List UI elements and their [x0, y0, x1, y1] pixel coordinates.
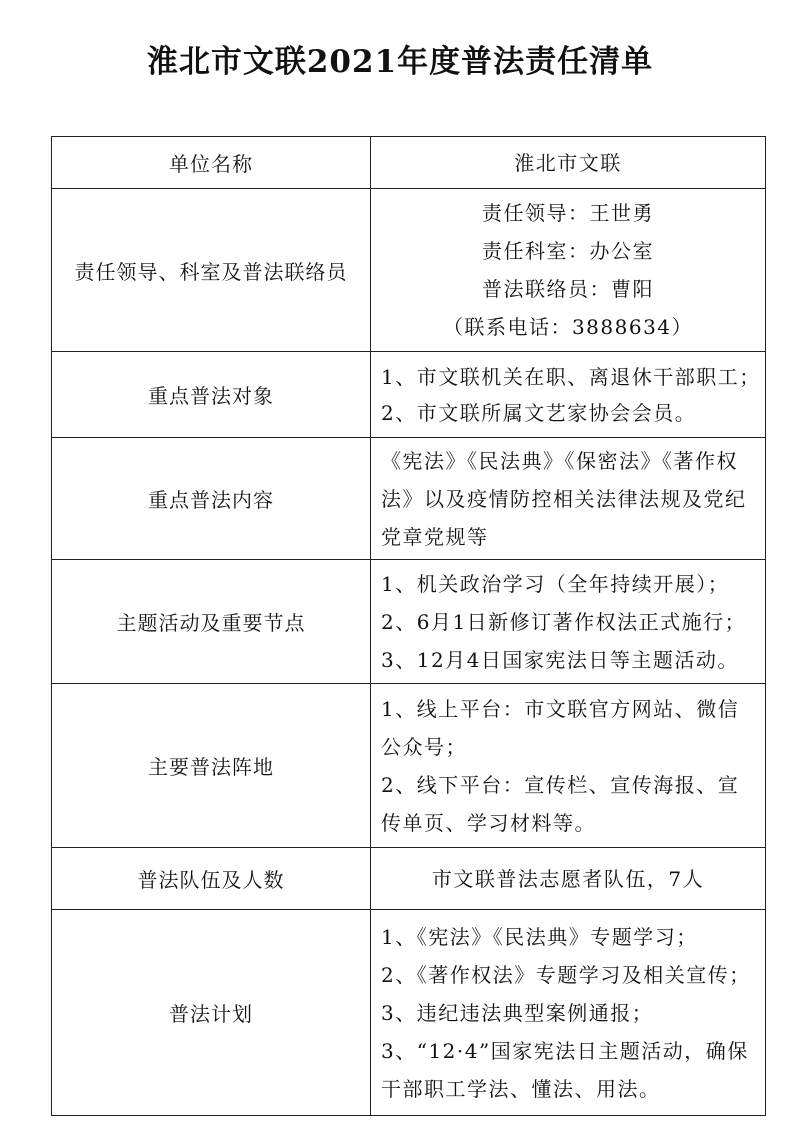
value-line: 1、市文联机关在职、离退休干部职工；: [381, 364, 761, 389]
row-value: [371, 352, 766, 438]
value-line: 2、《著作权法》专题学习及相关宣传；: [381, 962, 751, 987]
row-value: [371, 684, 766, 848]
table-row-platforms: [52, 684, 766, 848]
value-line: 1、《宪法》《民法典》专题学习；: [381, 924, 698, 949]
value-line: （联系电话：3888634）: [442, 315, 694, 339]
value-line: 1、线上平台：市文联官方网站、微信公众号；: [381, 696, 740, 759]
value-line: 淮北市文联: [514, 150, 622, 175]
row-value: [371, 848, 766, 910]
table-row-plan: [52, 910, 766, 1116]
table-row-leaders: [52, 189, 766, 352]
table-row-team: [52, 848, 766, 910]
row-value: [371, 910, 766, 1116]
value-line: 2、6月1日新修订著作权法正式施行；: [381, 609, 747, 634]
value-line: 责任科室：办公室: [482, 239, 654, 263]
table-row-unit-name: [52, 137, 766, 189]
row-label: 普法计划: [52, 910, 371, 1116]
row-value: [371, 560, 766, 684]
row-label: 主要普法阵地: [52, 684, 371, 848]
value-line: 3、12月4日国家宪法日等主题活动。: [381, 647, 739, 672]
value-line: 2、市文联所属文艺家协会会员。: [381, 400, 697, 425]
row-label: 单位名称: [52, 137, 371, 189]
value-line: 责任领导：王世勇: [482, 201, 654, 225]
row-label: 责任领导、科室及普法联络员: [52, 189, 371, 352]
table-row-activities: [52, 560, 766, 684]
row-value: [371, 438, 766, 560]
row-label: 普法队伍及人数: [52, 848, 371, 910]
row-value: [371, 189, 766, 352]
table-row-audience: [52, 352, 766, 438]
value-line: 普法联络员：曹阳: [482, 277, 654, 301]
responsibility-table: [51, 136, 766, 1116]
table-row-content: [52, 438, 766, 560]
value-line: 3、违纪违法典型案例通报；: [381, 1000, 654, 1025]
value-line: 《宪法》《民法典》《保密法》《著作权法》以及疫情防控相关法律法规及党纪党章党规等: [381, 448, 747, 549]
row-label: 重点普法对象: [52, 352, 371, 438]
value-line: 1、机关政治学习（全年持续开展）；: [381, 571, 730, 596]
row-label: 重点普法内容: [52, 438, 371, 560]
row-value: [371, 137, 766, 189]
value-line: 市文联普法志愿者队伍，7人: [431, 866, 705, 891]
page-title: 淮北市文联2021年度普法责任清单: [146, 44, 654, 80]
value-line: 2、线下平台：宣传栏、宣传海报、宣传单页、学习材料等。: [381, 772, 740, 835]
value-line: 3、“12·4”国家宪法日主题活动，确保干部职工学法、懂法、用法。: [381, 1038, 749, 1101]
row-label: 主题活动及重要节点: [52, 560, 371, 684]
